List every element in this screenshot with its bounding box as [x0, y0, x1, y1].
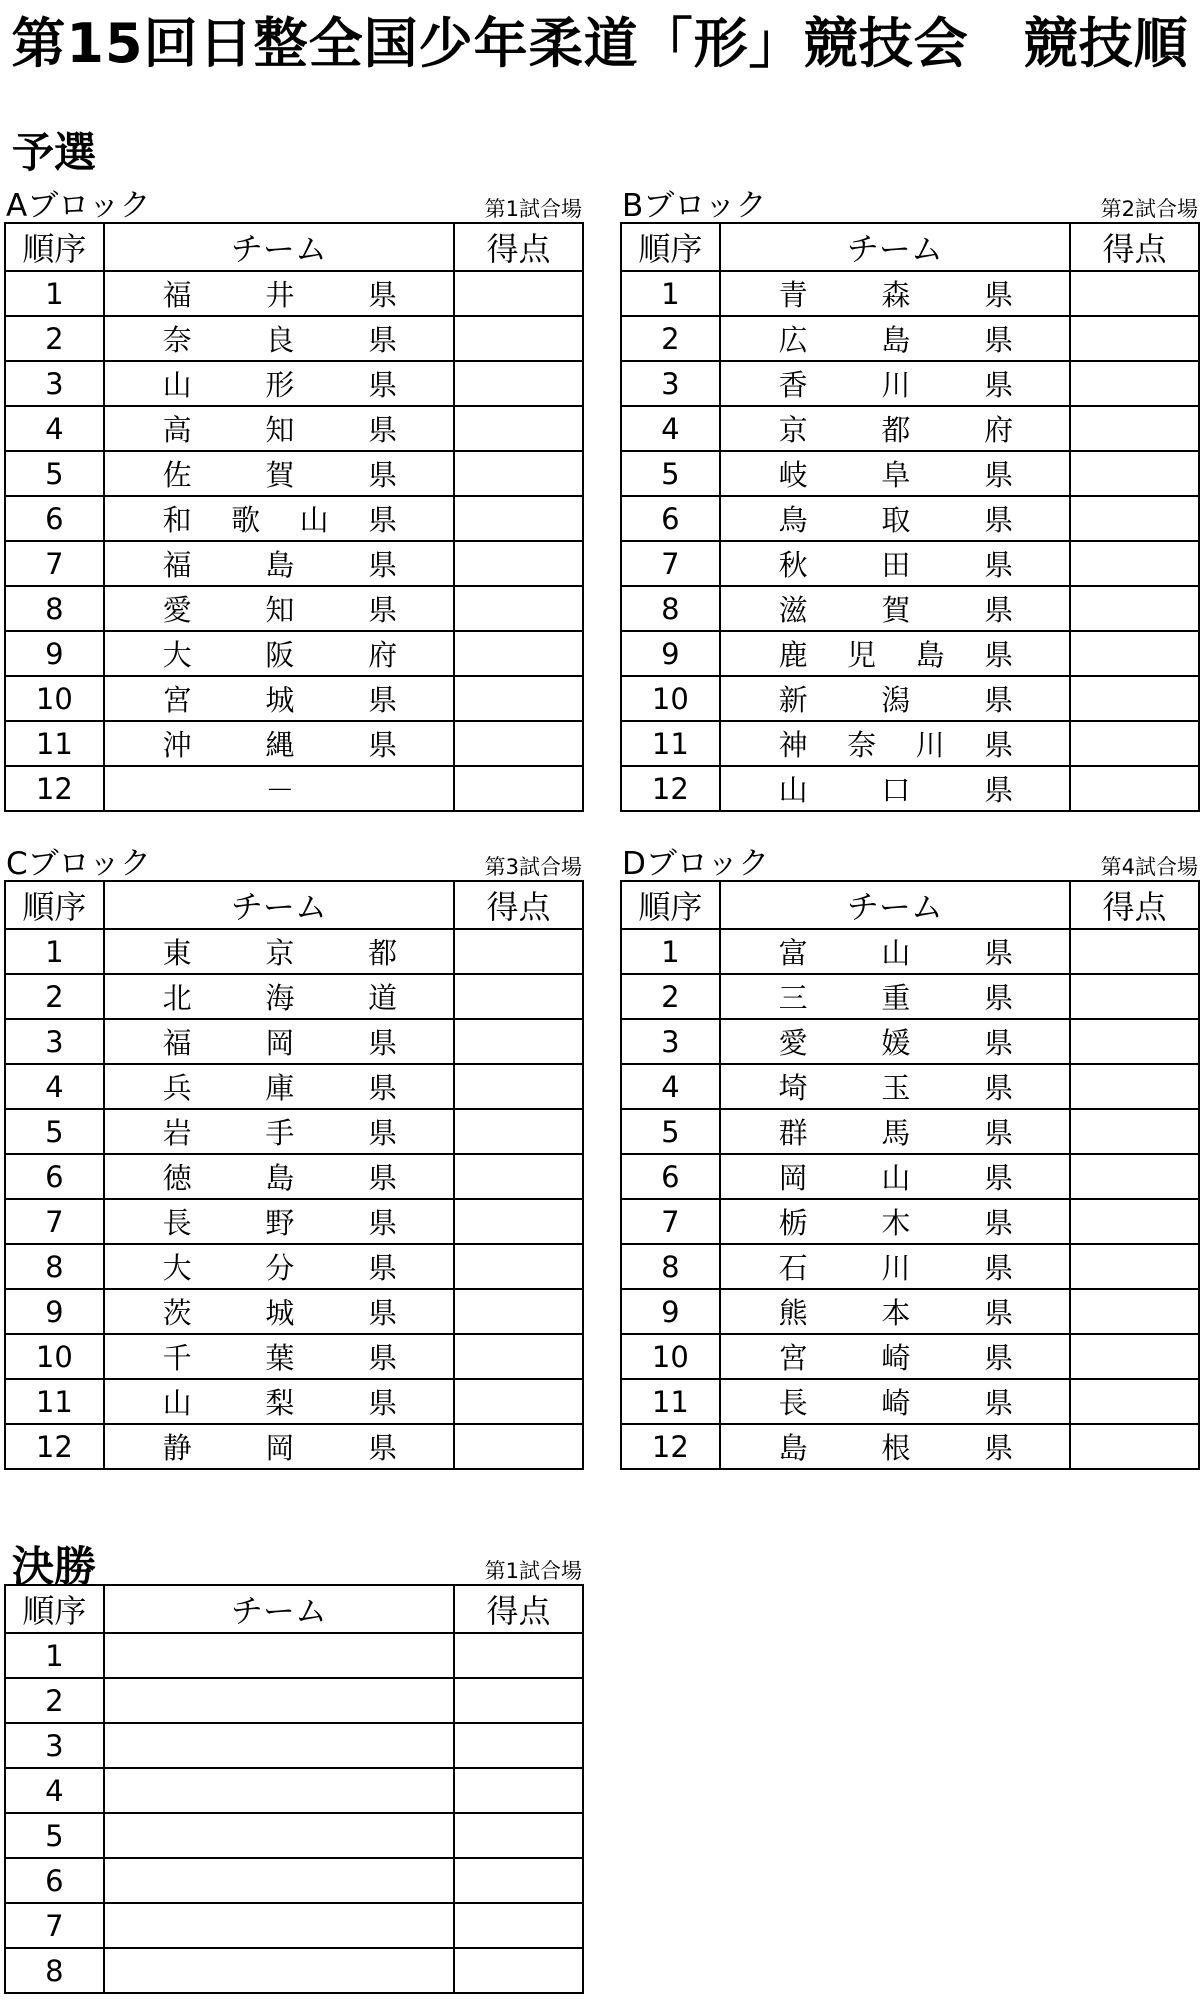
table-row [621, 316, 1199, 361]
team-cell: 岩 手 県 [104, 1109, 454, 1154]
qualifying-heading: 予選 [12, 128, 97, 177]
score-cell[interactable] [454, 1244, 583, 1289]
team-cell: 和 歌 山 県 [104, 496, 454, 541]
order-cell: 9 [621, 631, 720, 676]
order-cell: 1 [5, 1633, 104, 1678]
table-row [5, 1244, 583, 1289]
order-cell: 12 [5, 1424, 104, 1469]
team-cell: 岡 山 県 [720, 1154, 1070, 1199]
score-header: 得点 [454, 881, 583, 929]
score-cell[interactable] [454, 496, 583, 541]
table-row [5, 1379, 583, 1424]
table-row [5, 676, 583, 721]
order-cell: 2 [5, 974, 104, 1019]
block-header [4, 186, 584, 222]
score-header: 得点 [454, 1585, 583, 1633]
order-header: 順序 [5, 1585, 104, 1633]
order-cell: 5 [621, 1109, 720, 1154]
score-cell[interactable] [454, 929, 583, 974]
team-cell: 福 岡 県 [104, 1019, 454, 1064]
team-cell: 山 口 県 [720, 766, 1070, 811]
table-row [621, 929, 1199, 974]
table-row [5, 541, 583, 586]
order-cell: 6 [621, 496, 720, 541]
score-header: 得点 [454, 223, 583, 271]
table-header-row [5, 881, 583, 929]
team-cell: 山 形 県 [104, 361, 454, 406]
score-cell[interactable] [1070, 1244, 1199, 1289]
score-cell[interactable] [1070, 406, 1199, 451]
table-row [5, 1019, 583, 1064]
order-cell: 2 [621, 316, 720, 361]
table-header-row [5, 1585, 583, 1633]
score-cell[interactable] [454, 1424, 583, 1469]
block-header [620, 186, 1200, 222]
table-row [621, 496, 1199, 541]
order-cell: 4 [5, 406, 104, 451]
team-cell: 三 重 県 [720, 974, 1070, 1019]
score-cell[interactable] [454, 974, 583, 1019]
score-header: 得点 [1070, 881, 1199, 929]
order-cell: 9 [5, 1289, 104, 1334]
order-cell: 3 [5, 1019, 104, 1064]
table-row [5, 1948, 583, 1993]
score-cell[interactable] [1070, 1379, 1199, 1424]
order-cell: 8 [5, 1244, 104, 1289]
team-cell: 東 京 都 [104, 929, 454, 974]
table-row [5, 316, 583, 361]
score-cell[interactable] [1070, 766, 1199, 811]
team-cell: 石 川 県 [720, 1244, 1070, 1289]
order-cell: 1 [5, 271, 104, 316]
order-cell: 8 [5, 1948, 104, 1993]
team-header: チーム [104, 881, 454, 929]
block-name: Cブロック [6, 846, 152, 882]
venue-label: 第1試合場 [484, 197, 582, 221]
table-row [621, 541, 1199, 586]
order-cell: 1 [621, 271, 720, 316]
score-cell[interactable] [1070, 1424, 1199, 1469]
score-cell[interactable] [454, 361, 583, 406]
score-cell[interactable] [454, 1723, 583, 1768]
order-cell: 10 [621, 1334, 720, 1379]
block-table [4, 880, 584, 1470]
team-cell: 群 馬 県 [720, 1109, 1070, 1154]
table-header-row [5, 223, 583, 271]
block-name: Dブロック [622, 846, 770, 882]
block-name: Aブロック [6, 188, 151, 224]
team-cell: 高 知 県 [104, 406, 454, 451]
team-cell [104, 1858, 454, 1903]
order-cell: 4 [621, 1064, 720, 1109]
score-cell[interactable] [1070, 271, 1199, 316]
table-row [621, 974, 1199, 1019]
table-row [621, 766, 1199, 811]
table-row [5, 929, 583, 974]
table-row [5, 1109, 583, 1154]
block-table [620, 222, 1200, 812]
score-cell[interactable] [454, 1334, 583, 1379]
team-cell: 徳 島 県 [104, 1154, 454, 1199]
order-cell: 5 [5, 451, 104, 496]
score-cell[interactable] [454, 1019, 583, 1064]
table-row [621, 586, 1199, 631]
team-cell [104, 1768, 454, 1813]
order-cell: 6 [5, 496, 104, 541]
score-cell[interactable] [454, 1948, 583, 1993]
score-cell[interactable] [454, 1903, 583, 1948]
table-row [621, 1379, 1199, 1424]
score-cell[interactable] [454, 676, 583, 721]
team-cell: 愛 媛 県 [720, 1019, 1070, 1064]
order-cell: 3 [621, 361, 720, 406]
order-cell: 12 [621, 766, 720, 811]
team-cell: 秋 田 県 [720, 541, 1070, 586]
table-row [5, 1678, 583, 1723]
team-cell: 静 岡 県 [104, 1424, 454, 1469]
score-cell[interactable] [454, 541, 583, 586]
team-header: チーム [104, 223, 454, 271]
table-row [621, 1424, 1199, 1469]
team-cell: 奈 良 県 [104, 316, 454, 361]
score-cell[interactable] [454, 271, 583, 316]
team-cell: 兵 庫 県 [104, 1064, 454, 1109]
order-header: 順序 [621, 881, 720, 929]
order-cell: 2 [5, 316, 104, 361]
block-header [4, 1542, 584, 1591]
team-cell: 山 梨 県 [104, 1379, 454, 1424]
table-row [5, 271, 583, 316]
order-cell: 6 [5, 1858, 104, 1903]
venue-label: 第1試合場 [484, 1559, 582, 1583]
team-cell: 千 葉 県 [104, 1334, 454, 1379]
order-cell: 11 [5, 1379, 104, 1424]
table-row [5, 406, 583, 451]
order-cell: 1 [5, 929, 104, 974]
score-cell[interactable] [454, 451, 583, 496]
order-cell: 9 [621, 1289, 720, 1334]
score-cell[interactable] [454, 1633, 583, 1678]
table-row [621, 1109, 1199, 1154]
page-title: 第15回日整全国少年柔道「形」競技会 競技順 [11, 12, 1189, 75]
table-row [621, 676, 1199, 721]
block-table [620, 880, 1200, 1470]
team-cell: 宮 城 県 [104, 676, 454, 721]
table-row [5, 1633, 583, 1678]
order-cell: 6 [621, 1154, 720, 1199]
order-cell: 9 [5, 631, 104, 676]
order-cell: 3 [5, 361, 104, 406]
block-c [4, 844, 584, 1470]
score-cell[interactable] [1070, 361, 1199, 406]
table-row [621, 1064, 1199, 1109]
block-b [620, 186, 1200, 812]
order-cell: 7 [5, 1903, 104, 1948]
table-row [5, 1858, 583, 1903]
team-cell: 福 島 県 [104, 541, 454, 586]
team-cell [104, 1633, 454, 1678]
score-cell[interactable] [1070, 1289, 1199, 1334]
block-a [4, 186, 584, 812]
final-table [4, 1584, 584, 1994]
team-cell: 沖 縄 県 [104, 721, 454, 766]
score-cell[interactable] [1070, 1199, 1199, 1244]
table-row [621, 406, 1199, 451]
table-header-row [621, 223, 1199, 271]
score-cell[interactable] [454, 316, 583, 361]
order-cell: 7 [5, 1199, 104, 1244]
table-row [5, 1199, 583, 1244]
score-cell[interactable] [1070, 586, 1199, 631]
venue-label: 第4試合場 [1100, 855, 1198, 879]
table-row [5, 1154, 583, 1199]
table-row [5, 1289, 583, 1334]
team-header: チーム [720, 223, 1070, 271]
score-cell[interactable] [454, 631, 583, 676]
score-cell[interactable] [1070, 1109, 1199, 1154]
team-cell: 埼 玉 県 [720, 1064, 1070, 1109]
table-row [5, 1334, 583, 1379]
team-cell: 宮 崎 県 [720, 1334, 1070, 1379]
order-header: 順序 [5, 881, 104, 929]
order-cell: 4 [5, 1064, 104, 1109]
team-cell: 大 阪 府 [104, 631, 454, 676]
table-row [5, 1723, 583, 1768]
table-row [5, 766, 583, 811]
score-cell[interactable] [454, 1154, 583, 1199]
score-cell[interactable] [454, 406, 583, 451]
order-cell: 3 [5, 1723, 104, 1768]
table-row [621, 721, 1199, 766]
table-row [621, 1199, 1199, 1244]
score-cell[interactable] [1070, 496, 1199, 541]
table-row [621, 1334, 1199, 1379]
team-cell [104, 1678, 454, 1723]
venue-label: 第2試合場 [1100, 197, 1198, 221]
score-cell[interactable] [454, 1289, 583, 1334]
team-cell: 熊 本 県 [720, 1289, 1070, 1334]
team-cell: 青 森 県 [720, 271, 1070, 316]
order-cell: 6 [5, 1154, 104, 1199]
block-table [4, 222, 584, 812]
table-row [5, 974, 583, 1019]
order-cell: 8 [621, 586, 720, 631]
table-row [5, 496, 583, 541]
team-cell: 広 島 県 [720, 316, 1070, 361]
block-header [4, 844, 584, 880]
score-cell[interactable] [1070, 541, 1199, 586]
team-cell: 神 奈 川 県 [720, 721, 1070, 766]
block-header [620, 844, 1200, 880]
order-cell: 11 [621, 721, 720, 766]
table-row [5, 1424, 583, 1469]
team-cell [104, 1723, 454, 1768]
team-cell: 愛 知 県 [104, 586, 454, 631]
score-cell[interactable] [454, 1858, 583, 1903]
order-cell: 12 [621, 1424, 720, 1469]
score-cell[interactable] [1070, 1019, 1199, 1064]
team-cell [104, 1948, 454, 1993]
table-row [5, 1768, 583, 1813]
score-cell[interactable] [454, 1199, 583, 1244]
score-cell[interactable] [1070, 676, 1199, 721]
order-cell: 10 [5, 1334, 104, 1379]
table-row [5, 721, 583, 766]
team-cell: 富 山 県 [720, 929, 1070, 974]
team-cell: 長 野 県 [104, 1199, 454, 1244]
order-cell: 7 [5, 541, 104, 586]
score-cell[interactable] [454, 1768, 583, 1813]
table-row [5, 1064, 583, 1109]
team-cell: 大 分 県 [104, 1244, 454, 1289]
order-cell: 8 [621, 1244, 720, 1289]
score-cell[interactable] [454, 721, 583, 766]
team-cell: 茨 城 県 [104, 1289, 454, 1334]
table-row [5, 451, 583, 496]
team-cell: 岐 阜 県 [720, 451, 1070, 496]
order-header: 順序 [621, 223, 720, 271]
order-cell: 5 [5, 1109, 104, 1154]
team-cell: 島 根 県 [720, 1424, 1070, 1469]
score-cell[interactable] [454, 586, 583, 631]
table-row [621, 451, 1199, 496]
score-cell[interactable] [1070, 974, 1199, 1019]
order-cell: 7 [621, 541, 720, 586]
score-cell[interactable] [454, 1813, 583, 1858]
table-row [621, 1289, 1199, 1334]
score-cell[interactable] [1070, 316, 1199, 361]
score-cell[interactable] [454, 1109, 583, 1154]
table-row [621, 271, 1199, 316]
table-row [621, 361, 1199, 406]
order-cell: 2 [621, 974, 720, 1019]
team-cell: 北 海 道 [104, 974, 454, 1019]
order-cell: 12 [5, 766, 104, 811]
table-row [5, 1813, 583, 1858]
team-cell: 長 崎 県 [720, 1379, 1070, 1424]
table-row [5, 1903, 583, 1948]
table-row [5, 631, 583, 676]
order-cell: 8 [5, 586, 104, 631]
order-cell: 7 [621, 1199, 720, 1244]
score-cell[interactable] [454, 1678, 583, 1723]
score-cell[interactable] [1070, 451, 1199, 496]
team-cell: 鳥 取 県 [720, 496, 1070, 541]
table-row [621, 631, 1199, 676]
block-d [620, 844, 1200, 1470]
table-row [5, 586, 583, 631]
team-header: チーム [104, 1585, 454, 1633]
score-cell[interactable] [1070, 1064, 1199, 1109]
score-cell[interactable] [1070, 929, 1199, 974]
score-cell[interactable] [454, 766, 583, 811]
block-name: Bブロック [622, 188, 767, 224]
order-cell: 11 [5, 721, 104, 766]
team-header: チーム [720, 881, 1070, 929]
final-block [4, 1542, 584, 1994]
order-cell: 1 [621, 929, 720, 974]
table-row [5, 361, 583, 406]
team-cell: 鹿 児 島 県 [720, 631, 1070, 676]
team-cell: 香 川 県 [720, 361, 1070, 406]
order-cell: 11 [621, 1379, 720, 1424]
score-cell[interactable] [454, 1379, 583, 1424]
team-cell: 滋 賀 県 [720, 586, 1070, 631]
score-header: 得点 [1070, 223, 1199, 271]
team-cell [104, 1903, 454, 1948]
team-cell: － [104, 766, 454, 811]
score-cell[interactable] [454, 1064, 583, 1109]
team-cell: 栃 木 県 [720, 1199, 1070, 1244]
table-row [621, 1019, 1199, 1064]
order-cell: 5 [621, 451, 720, 496]
score-cell[interactable] [1070, 721, 1199, 766]
venue-label: 第3試合場 [484, 855, 582, 879]
order-cell: 3 [621, 1019, 720, 1064]
order-cell: 4 [621, 406, 720, 451]
team-cell: 新 潟 県 [720, 676, 1070, 721]
table-row [621, 1154, 1199, 1199]
order-cell: 5 [5, 1813, 104, 1858]
team-cell: 福 井 県 [104, 271, 454, 316]
order-header: 順序 [5, 223, 104, 271]
table-header-row [621, 881, 1199, 929]
score-cell[interactable] [1070, 631, 1199, 676]
order-cell: 10 [621, 676, 720, 721]
order-cell: 10 [5, 676, 104, 721]
table-row [621, 1244, 1199, 1289]
team-cell: 佐 賀 県 [104, 451, 454, 496]
final-heading: 決勝 [12, 1542, 97, 1591]
score-cell[interactable] [1070, 1334, 1199, 1379]
team-cell [104, 1813, 454, 1858]
order-cell: 4 [5, 1768, 104, 1813]
order-cell: 2 [5, 1678, 104, 1723]
score-cell[interactable] [1070, 1154, 1199, 1199]
team-cell: 京 都 府 [720, 406, 1070, 451]
